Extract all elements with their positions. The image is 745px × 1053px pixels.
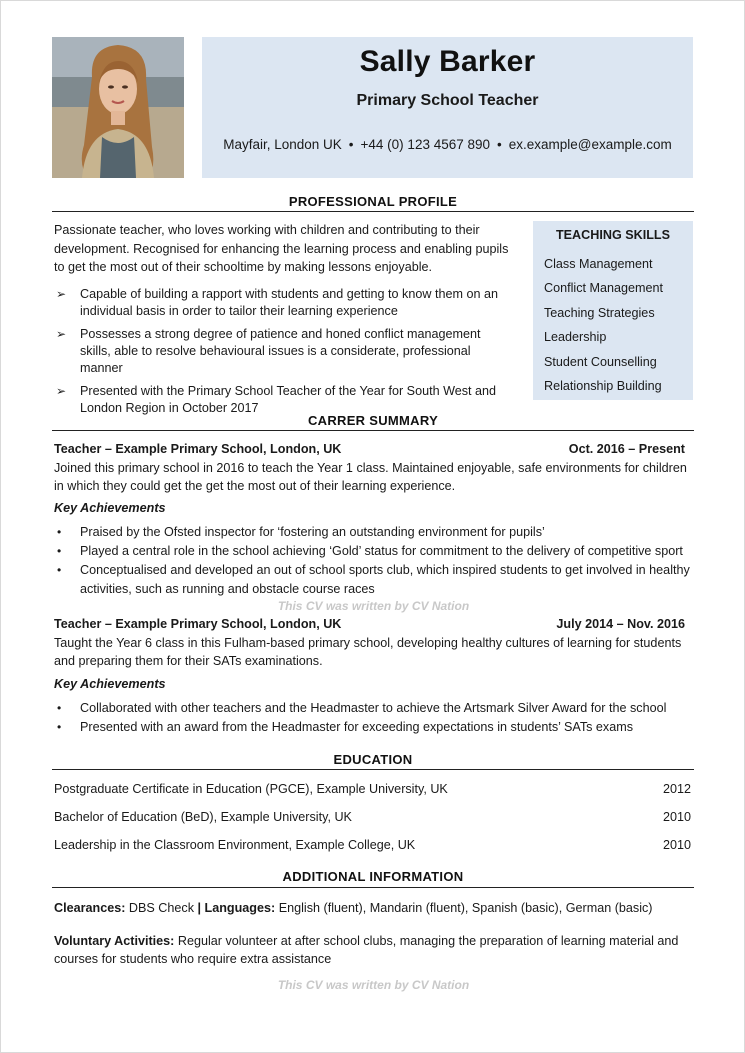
bullet-icon: • (57, 563, 62, 578)
voluntary-label: Voluntary Activities: (54, 934, 175, 948)
header-banner (202, 37, 693, 178)
phone: +44 (0) 123 4567 890 (360, 137, 491, 152)
section-heading-career: CARRER SUMMARY (307, 413, 439, 428)
job-dates: Oct. 2016 – Present (568, 442, 685, 456)
skill-item: Teaching Strategies (544, 305, 655, 320)
email: ex.example@example.com (508, 137, 672, 152)
skill-item: Student Counselling (544, 354, 657, 369)
key-achievements-label: Key Achievements (54, 677, 166, 691)
section-heading-profile: PROFESSIONAL PROFILE (288, 194, 458, 209)
section-divider (52, 211, 694, 212)
education-name: Bachelor of Education (BeD), Example University, UK (54, 810, 352, 824)
education-item (54, 810, 691, 824)
bullet-icon: • (57, 544, 62, 559)
clearances-languages (54, 899, 694, 917)
education-item (54, 838, 691, 852)
watermark: This CV was written by CV Nation (277, 599, 470, 613)
bullet-icon: • (57, 720, 62, 735)
section-heading-education: EDUCATION (333, 752, 413, 767)
education-name: Leadership in the Classroom Environment, Example College, UK (54, 838, 416, 852)
arrow-icon: ➢ (56, 327, 67, 341)
languages-value: English (fluent), Mandarin (fluent), Spanish (basic), German (basic) (278, 901, 653, 915)
divider: | (197, 901, 202, 915)
arrow-icon: ➢ (56, 384, 67, 398)
bullet-icon: • (57, 701, 62, 715)
list-item: • Conceptualised and developed an out of school sports club, which inspired students to get involved in healthy activities, such as running and obstacle course races (57, 563, 690, 596)
separator-dot: • (348, 137, 354, 152)
clearances-value: DBS Check (128, 901, 194, 915)
job-dates: July 2014 – Nov. 2016 (556, 617, 685, 631)
section-heading-additional: ADDITIONAL INFORMATION (282, 869, 464, 884)
achievements-list (54, 523, 694, 599)
list-item: ➢ Possesses a strong degree of patience and honed conflict management skills, able to resolve behavioural issues is a considerate, professional manner (56, 327, 481, 375)
section-divider (52, 769, 694, 770)
education-item (54, 782, 691, 796)
skill-item: Relationship Building (544, 379, 662, 394)
voluntary-activities (54, 932, 694, 968)
skill-item: Conflict Management (544, 281, 664, 296)
section-divider (52, 430, 694, 431)
skills-title: TEACHING SKILLS (555, 228, 671, 242)
job-title: Teacher – Example Primary School, London, UK (54, 442, 342, 456)
education-name: Postgraduate Certificate in Education (PGCE), Example University, UK (54, 782, 448, 796)
profile-photo (52, 37, 184, 178)
candidate-name: Sally Barker (359, 45, 536, 78)
job-title: Teacher – Example Primary School, London, UK (54, 617, 342, 631)
profile-points (54, 286, 514, 423)
skills-list (544, 252, 663, 398)
languages-label: Languages: (204, 901, 276, 915)
achievements-list (54, 699, 694, 737)
clearances-label: Clearances: (54, 901, 126, 915)
education-year: 2010 (662, 810, 691, 824)
watermark: This CV was written by CV Nation (277, 978, 470, 992)
job-description: Joined this primary school in 2016 to teach the Year 1 class. Maintained enjoyable, safe environments for children in which they could get the get the most out of their learning experience. (54, 461, 687, 494)
key-achievements-label: Key Achievements (54, 501, 166, 515)
education-year: 2012 (662, 782, 691, 796)
arrow-icon: ➢ (56, 287, 67, 301)
job-role: Primary School Teacher (356, 92, 539, 109)
list-item: • Presented with an award from the Headmaster for exceeding expectations in students’ SATs exams (54, 718, 694, 736)
list-item: ➢ Presented with the Primary School Teacher of the Year for South West and London Region in October 2017 (56, 384, 497, 415)
voluntary-value: Regular volunteer at after school clubs, managing the preparation of learning material and courses for students who require extra assistance (54, 934, 679, 967)
list-item: ➢ Capable of building a rapport with students and getting to know them on an individual basis in order to tailor their learning experience (56, 287, 498, 318)
education-year: 2010 (662, 838, 691, 852)
bullet-icon: • (57, 525, 62, 539)
list-item: • Praised by the Ofsted inspector for ‘fostering an outstanding environment for pupils’ (54, 523, 694, 541)
contact-line (202, 137, 693, 152)
list-item: • Collaborated with other teachers and the Headmaster to achieve the Artsmark Silver Award for the school (54, 699, 694, 717)
skill-item: Leadership (544, 330, 607, 345)
skill-item: Class Management (544, 257, 653, 271)
profile-summary: Passionate teacher, who loves working with children and contributing to their development. Recognised for enhancing the learning process and enabling pupils to get the most out of their schooltime by making lessons enjoyable. (54, 223, 509, 274)
teaching-skills-box (533, 221, 693, 400)
section-divider (52, 887, 694, 888)
separator-dot: • (497, 137, 502, 152)
list-item: • Played a central role in the school achieving ‘Gold’ status for commitment to the delivery of competitive sport (54, 542, 694, 560)
location: Mayfair, London UK (223, 137, 342, 152)
job-description: Taught the Year 6 class in this Fulham-based primary school, developing healthy cultures of learning for students and preparing them for their SATs examinations. (54, 636, 682, 669)
